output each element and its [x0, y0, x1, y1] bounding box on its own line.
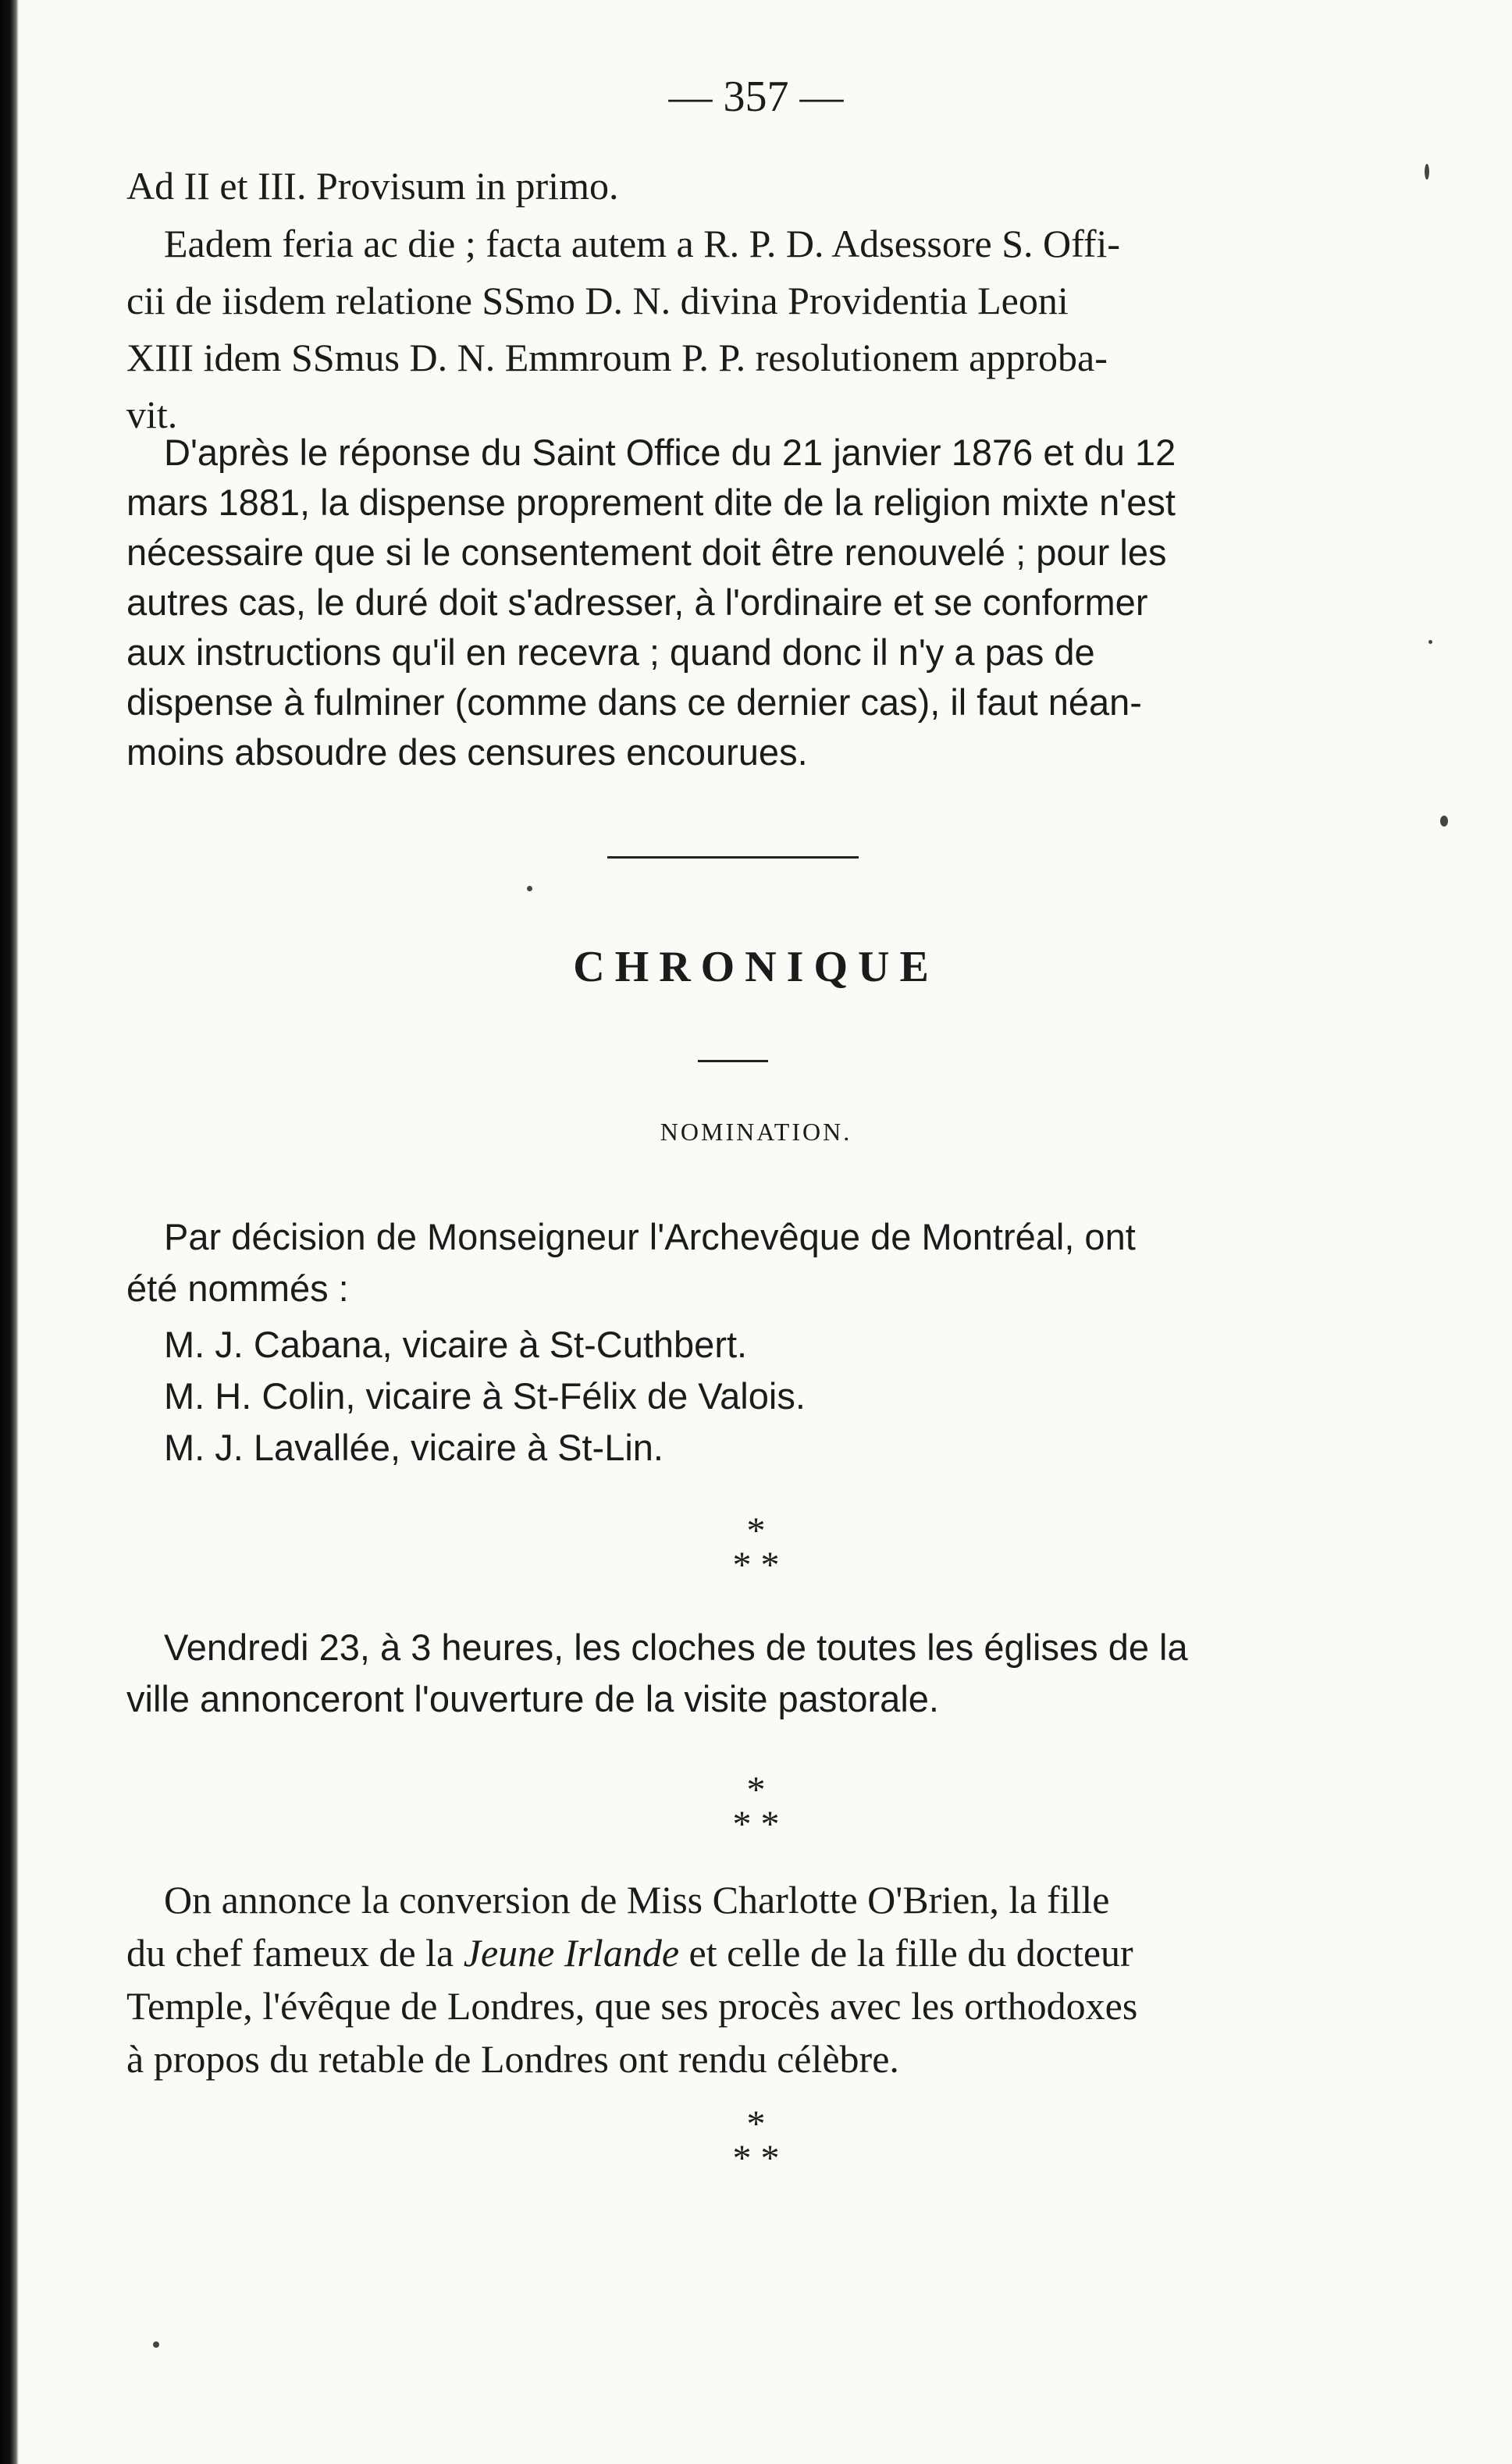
top-line: [126, 158, 1356, 215]
appointment-item: M. J. Cabana, vicaire à St-Cuthbert.: [164, 1324, 748, 1365]
asterism-star: *: [760, 2138, 780, 2179]
nomination-intro: [126, 1211, 1356, 1314]
book-spine-shadow: [0, 0, 19, 2464]
commentary-line: nécessaire que si le consentement doit être renouvelé ; pour les: [126, 532, 1167, 573]
commentary-line: mars 1881, la dispense proprement dite de la religion mixte n'est: [126, 482, 1176, 523]
section-title: CHRONIQUE: [573, 943, 939, 991]
asterism-star: *: [760, 1545, 780, 1586]
page-number: — 357 —: [668, 73, 844, 121]
appointments-list: [164, 1319, 1393, 1474]
conversion-line: Temple, l'évêque de Londres, que ses procès avec les orthodoxes: [126, 1984, 1138, 2028]
commentary-line: aux instructions qu'il en recevra ; quand donc il n'y a pas de: [126, 631, 1095, 673]
nomination-intro-line: Par décision de Monseigneur l'Archevêque de Montréal, ont: [164, 1216, 1136, 1257]
top-line-text: Ad II et III. Provisum in primo.: [126, 164, 619, 208]
conversion-line: à propos du retable de Londres ont rendu célèbre.: [126, 2037, 899, 2081]
print-speck: [153, 2341, 159, 2348]
asterism-star: *: [732, 1804, 752, 1845]
appointment-item: M. H. Colin, vicaire à St-Félix de Valois.: [164, 1375, 806, 1417]
asterism-star: *: [746, 1769, 766, 1811]
asterism-star: *: [746, 1510, 766, 1552]
print-speck: [527, 886, 532, 891]
commentary-line: autres cas, le duré doit s'adresser, à l'ordinaire et se conformer: [126, 581, 1148, 623]
commentary-line: moins absoudre des censures encourues.: [126, 731, 808, 773]
section-separator-rule: [607, 856, 859, 859]
asterism-star: *: [732, 1545, 752, 1586]
decree-line: XIII idem SSmus D. N. Emmroum P. P. resolutionem approba-: [126, 336, 1108, 379]
conversion-paragraph: [126, 1873, 1356, 2085]
title-underline: [698, 1060, 768, 1062]
conversion-line-end: et celle de la fille du docteur: [679, 1931, 1133, 1975]
subsection-title: NOMINATION.: [660, 1118, 852, 1146]
conversion-line-start: du chef fameux de la: [126, 1931, 464, 1975]
asterism-star: *: [760, 1804, 780, 1845]
asterism-separator: [0, 2103, 1512, 2179]
asterism-separator: [0, 1769, 1512, 1845]
announcement-paragraph: [126, 1622, 1356, 1725]
conversion-line: [126, 1926, 1356, 1979]
asterism-star: *: [732, 2138, 752, 2179]
decree-line: vit.: [126, 393, 178, 436]
commentary-line: D'après le réponse du Saint Office du 21 janvier 1876 et du 12: [164, 432, 1176, 473]
print-speck: [1440, 816, 1448, 827]
decree-line: cii de iisdem relatione SSmo D. N. divina Providentia Leoni: [126, 279, 1069, 322]
announcement-line: Vendredi 23, à 3 heures, les cloches de toutes les églises de la: [164, 1627, 1188, 1668]
commentary-line: dispense à fulminer (comme dans ce dernier cas), il faut néan-: [126, 681, 1142, 723]
decree-paragraph: [126, 215, 1356, 443]
print-speck: [1425, 164, 1429, 180]
asterism-separator: [0, 1510, 1512, 1586]
nomination-intro-line: été nommés :: [126, 1268, 349, 1309]
decree-line: Eadem feria ac die ; facta autem a R. P. D. Adsessore S. Offi-: [164, 222, 1121, 265]
announcement-line: ville annonceront l'ouverture de la visite pastorale.: [126, 1678, 939, 1719]
commentary-paragraph: [126, 428, 1356, 777]
conversion-line: On annonce la conversion de Miss Charlotte O'Brien, la fille: [164, 1878, 1110, 1922]
appointment-item: M. J. Lavallée, vicaire à St-Lin.: [164, 1427, 664, 1468]
asterism-star: *: [746, 2103, 766, 2145]
newspaper-title: Jeune Irlande: [463, 1931, 680, 1975]
print-speck: [1428, 640, 1432, 644]
